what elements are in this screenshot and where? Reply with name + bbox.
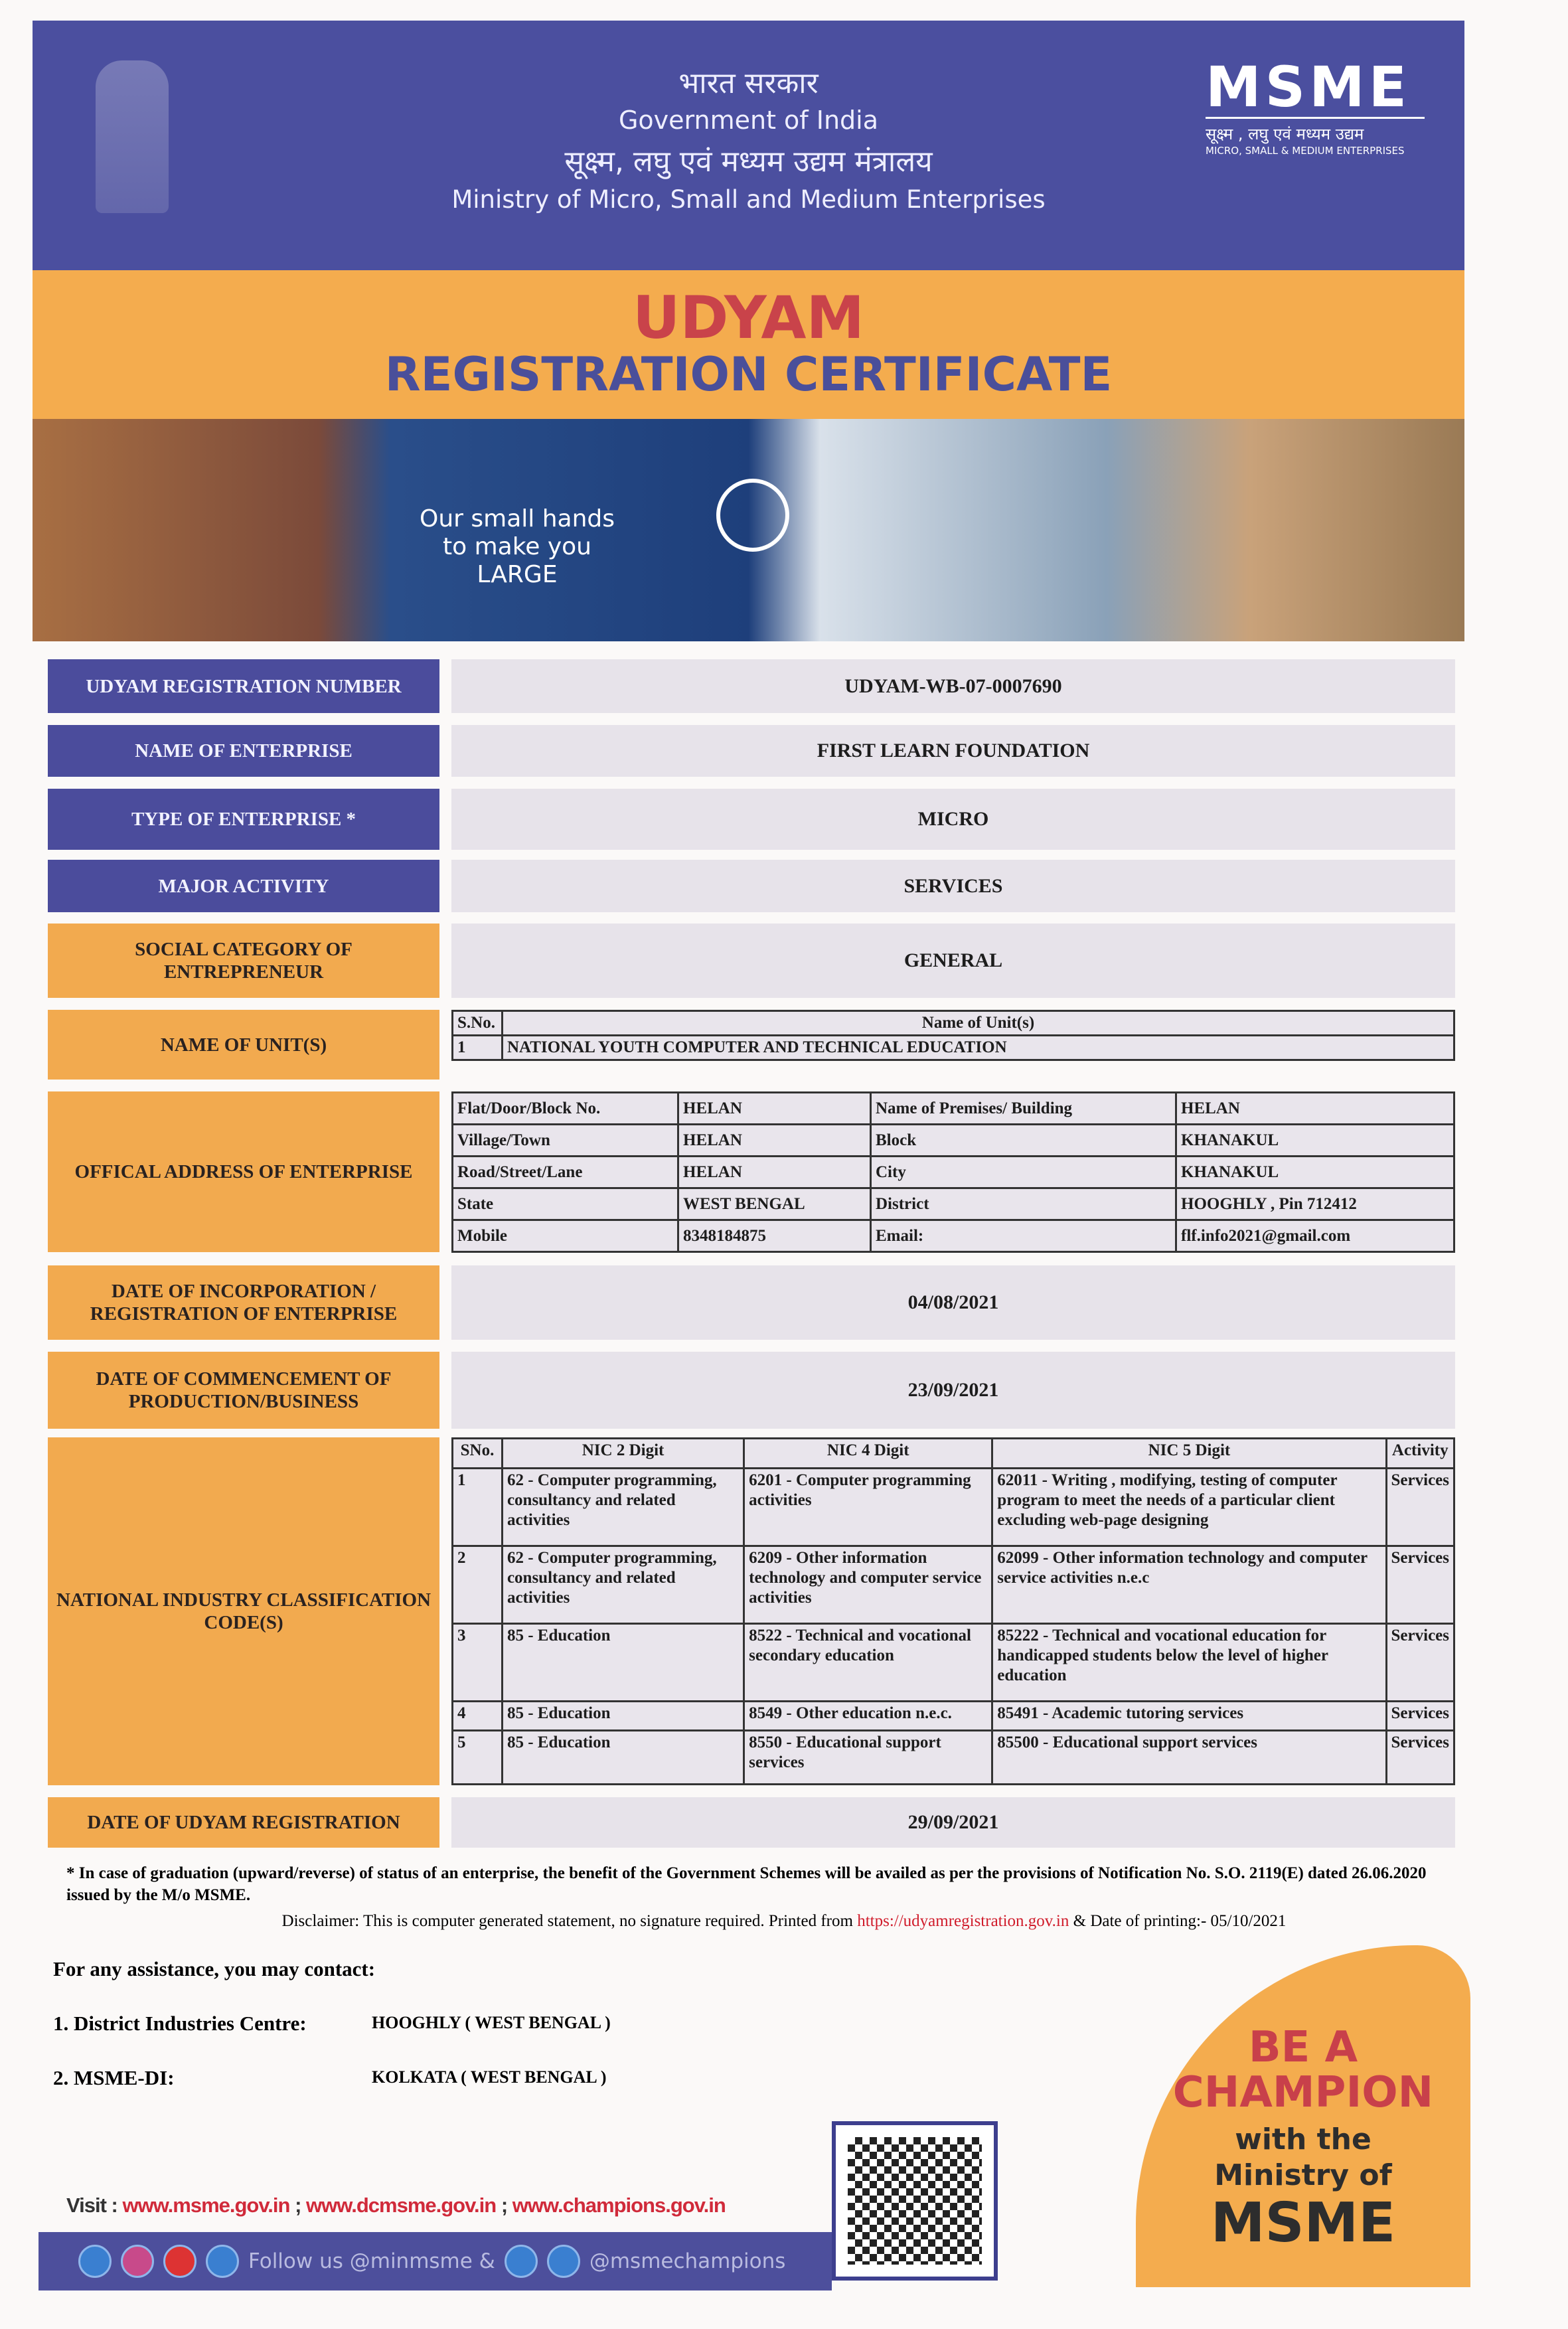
udyam-link[interactable]: https://udyamregistration.gov.in	[857, 1912, 1069, 1930]
nic-table	[451, 1437, 1455, 1785]
label-units: NAME OF UNIT(S)	[48, 1010, 439, 1080]
table-row	[453, 1093, 1454, 1125]
label-address: OFFICAL ADDRESS OF ENTERPRISE	[48, 1091, 439, 1252]
nic-cell: 62 - Computer programming, consultancy and related activities	[502, 1546, 744, 1623]
units-table: S.No. Name of Unit(s) 1 NATIONAL YOUTH COMPUTER AND TECHNICAL EDUCATION	[451, 1010, 1455, 1061]
value-activity: SERVICES	[451, 860, 1455, 912]
instagram-icon[interactable]	[121, 2245, 154, 2278]
twitter-icon[interactable]	[547, 2245, 580, 2278]
nic-cell: 2	[453, 1546, 503, 1623]
follow-text: Follow us @minmsme &	[248, 2249, 495, 2273]
nic-cell: 5	[453, 1731, 503, 1785]
nic-header: SNo.	[453, 1439, 503, 1469]
link-msme[interactable]: www.msme.gov.in	[122, 2194, 290, 2217]
nic-cell: Services	[1386, 1623, 1454, 1701]
nic-cell: 85 - Education	[502, 1623, 744, 1701]
header	[33, 21, 1464, 270]
address-cell: HELAN	[678, 1125, 871, 1157]
table-row	[453, 1125, 1454, 1157]
address-cell: HOOGHLY , Pin 712412	[1176, 1188, 1454, 1220]
title-udyam: UDYAM	[632, 283, 865, 352]
address-table	[451, 1091, 1455, 1253]
banner-tagline: Our small hands to make you LARGE	[419, 505, 615, 588]
nic-cell: 85 - Education	[502, 1731, 744, 1785]
hindi-ministry: सूक्ष्म, लघु एवं मध्यम उद्यम मंत्रालय	[564, 145, 933, 179]
label-nic: NATIONAL INDUSTRY CLASSIFICATION CODE(S)	[48, 1437, 439, 1785]
msme-logo: MSME सूक्ष्म , लघु एवं मध्यम उद्यम MICRO, SMALL & MEDIUM ENTERPRISES	[1206, 57, 1425, 157]
nic-cell: 62 - Computer programming, consultancy and related activities	[502, 1468, 744, 1546]
nic-cell: 85500 - Educational support services	[992, 1731, 1386, 1785]
address-cell: 8348184875	[678, 1220, 871, 1252]
banner-image	[33, 419, 1464, 641]
address-cell: Village/Town	[453, 1125, 678, 1157]
nic-cell: 4	[453, 1701, 503, 1731]
label-activity: MAJOR ACTIVITY	[48, 860, 439, 912]
champion-badge: BE A CHAMPION with the Ministry of MSME	[1136, 1945, 1470, 2287]
table-row	[453, 1188, 1454, 1220]
address-cell: KHANAKUL	[1176, 1125, 1454, 1157]
nic-cell: 62011 - Writing , modifying, testing of computer program to meet the needs of a particular client excluding web-page designing	[992, 1468, 1386, 1546]
champions-handle: @msmechampions	[589, 2249, 786, 2273]
nic-cell: 3	[453, 1623, 503, 1701]
link-dcmsme[interactable]: www.dcmsme.gov.in	[306, 2194, 497, 2217]
address-cell: Road/Street/Lane	[453, 1157, 678, 1188]
chakra-icon	[716, 479, 789, 552]
title-certificate: REGISTRATION CERTIFICATE	[384, 347, 1113, 402]
table-row: 1 NATIONAL YOUTH COMPUTER AND TECHNICAL EDUCATION	[453, 1036, 1454, 1060]
social-bar	[39, 2232, 832, 2290]
facebook-icon[interactable]	[78, 2245, 112, 2278]
nic-cell: Services	[1386, 1701, 1454, 1731]
nic-header: Activity	[1386, 1439, 1454, 1469]
nic-cell: 85222 - Technical and vocational education for handicapped students below the level of higher education	[992, 1623, 1386, 1701]
table-row	[453, 1731, 1454, 1785]
label-name: NAME OF ENTERPRISE	[48, 725, 439, 777]
value-social: GENERAL	[451, 924, 1455, 998]
dic-label: 1. District Industries Centre:	[53, 2012, 307, 2035]
value-type: MICRO	[451, 789, 1455, 850]
address-cell: flf.info2021@gmail.com	[1176, 1220, 1454, 1252]
address-cell: Mobile	[453, 1220, 678, 1252]
value-name: FIRST LEARN FOUNDATION	[451, 725, 1455, 777]
nic-cell: 8550 - Educational support services	[744, 1731, 992, 1785]
address-cell: HELAN	[678, 1093, 871, 1125]
youtube-icon[interactable]	[163, 2245, 196, 2278]
address-cell: KHANAKUL	[1176, 1157, 1454, 1188]
table-row	[453, 1468, 1454, 1546]
address-cell: HELAN	[678, 1157, 871, 1188]
value-commencement: 23/09/2021	[451, 1352, 1455, 1429]
dic-value: HOOGHLY ( WEST BENGAL )	[372, 2013, 611, 2032]
label-commencement: DATE OF COMMENCEMENT OF PRODUCTION/BUSINESS	[48, 1352, 439, 1429]
qr-code[interactable]	[832, 2121, 998, 2281]
qr-code-pattern	[848, 2137, 982, 2265]
link-champions[interactable]: www.champions.gov.in	[512, 2194, 726, 2217]
hindi-gov: भारत सरकार	[678, 66, 819, 100]
msme-di-value: KOLKATA ( WEST BENGAL )	[372, 2067, 607, 2087]
nic-cell: 1	[453, 1468, 503, 1546]
label-social: SOCIAL CATEGORY OF ENTREPRENEUR	[48, 924, 439, 998]
twitter-icon[interactable]	[206, 2245, 239, 2278]
address-cell: Flat/Door/Block No.	[453, 1093, 678, 1125]
table-row	[453, 1701, 1454, 1731]
value-udyam-date: 29/09/2021	[451, 1797, 1455, 1848]
nic-cell: 62099 - Other information technology and computer service activities n.e.c	[992, 1546, 1386, 1623]
address-cell: State	[453, 1188, 678, 1220]
address-cell: Email:	[871, 1220, 1176, 1252]
value-incorporation: 04/08/2021	[451, 1265, 1455, 1340]
nic-header: NIC 5 Digit	[992, 1439, 1386, 1469]
msme-di-label: 2. MSME-DI:	[53, 2066, 175, 2089]
table-row	[453, 1157, 1454, 1188]
table-row	[453, 1623, 1454, 1701]
ministry: Ministry of Micro, Small and Medium Enterprises	[451, 185, 1046, 214]
nic-cell: 8522 - Technical and vocational secondary education	[744, 1623, 992, 1701]
label-incorporation: DATE OF INCORPORATION / REGISTRATION OF ENTERPRISE	[48, 1265, 439, 1340]
table-row	[453, 1546, 1454, 1623]
nic-header: NIC 4 Digit	[744, 1439, 992, 1469]
footnote: * In case of graduation (upward/reverse) of status of an enterprise, the benefit of the Government Schemes will be availed as per the provisions of Notification No. S.O. 2119(E) dated 26.06.2020 issued by the M/o MSME.	[66, 1864, 1427, 1904]
address-cell: District	[871, 1188, 1176, 1220]
nic-cell: 85 - Education	[502, 1701, 744, 1731]
label-udyam-date: DATE OF UDYAM REGISTRATION	[48, 1797, 439, 1848]
address-cell: Block	[871, 1125, 1176, 1157]
nic-cell: 6201 - Computer programming activities	[744, 1468, 992, 1546]
label-reg-no: UDYAM REGISTRATION NUMBER	[48, 659, 439, 713]
contact-heading: For any assistance, you may contact:	[53, 1957, 376, 1980]
label-type: TYPE OF ENTERPRISE *	[48, 789, 439, 850]
nic-cell: 85491 - Academic tutoring services	[992, 1701, 1386, 1731]
address-cell: HELAN	[1176, 1093, 1454, 1125]
nic-cell: Services	[1386, 1731, 1454, 1785]
gov-of-india: Government of India	[618, 106, 879, 135]
address-cell: City	[871, 1157, 1176, 1188]
facebook-icon[interactable]	[505, 2245, 538, 2278]
title-band	[33, 270, 1464, 419]
table-row	[453, 1220, 1454, 1252]
nic-cell: Services	[1386, 1546, 1454, 1623]
nic-header: NIC 2 Digit	[502, 1439, 744, 1469]
nic-cell: 6209 - Other information technology and computer service activities	[744, 1546, 992, 1623]
disclaimer: Disclaimer: This is computer generated statement, no signature required. Printed from https://udyamregistration.gov.in & Date of printing:- 05/10/2021	[281, 1912, 1287, 1930]
nic-cell: Services	[1386, 1468, 1454, 1546]
address-cell: WEST BENGAL	[678, 1188, 871, 1220]
address-cell: Name of Premises/ Building	[871, 1093, 1176, 1125]
value-reg-no: UDYAM-WB-07-0007690	[451, 659, 1455, 713]
visit-links: Visit : www.msme.gov.in ; www.dcmsme.gov.in ; www.champions.gov.in	[66, 2194, 726, 2217]
nic-cell: 8549 - Other education n.e.c.	[744, 1701, 992, 1731]
